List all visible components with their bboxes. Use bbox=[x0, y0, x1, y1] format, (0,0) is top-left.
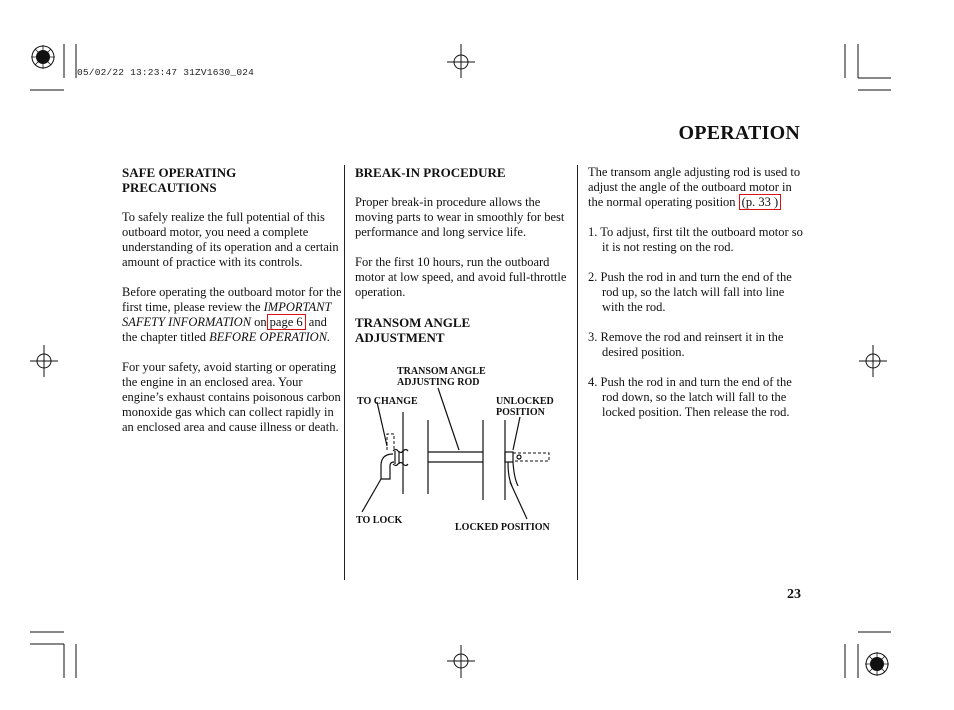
registration-crosshair-icon bbox=[859, 345, 887, 377]
column-divider bbox=[344, 165, 345, 580]
registration-starburst-icon bbox=[31, 45, 55, 69]
list-item: 4. Push the rod in and turn the end of the rod down, so the latch will fall to the locked position. Then release the rod. bbox=[588, 375, 792, 419]
column-safe-operating bbox=[122, 165, 342, 450]
page-reference-link[interactable]: (p. 33 ) bbox=[739, 194, 781, 210]
paragraph: Before operating the outboard motor for the first time, please review the IMPORTANT SAFETY INFORMATION on page 6 and the chapter titled BEFORE OPERATION. bbox=[122, 285, 342, 344]
diagram-label-rod: TRANSOM ANGLE ADJUSTING ROD bbox=[397, 366, 486, 388]
paragraph: For the first 10 hours, run the outboard motor at low speed, and avoid full-throttle operation. bbox=[355, 255, 567, 299]
registration-starburst-icon bbox=[865, 652, 889, 676]
transom-rod-diagram bbox=[350, 362, 572, 542]
instruction-list bbox=[588, 225, 808, 420]
diagram-label-locked: LOCKED POSITION bbox=[455, 522, 550, 533]
registration-crosshair-icon bbox=[447, 645, 475, 678]
print-stamp: 05/02/22 13:23:47 31ZV1630_024 bbox=[77, 67, 255, 78]
section-heading: TRANSOM ANGLE ADJUSTMENT bbox=[355, 315, 471, 345]
column-break-in bbox=[355, 165, 570, 360]
registration-crosshair-icon bbox=[30, 345, 58, 377]
page-number: 23 bbox=[787, 587, 801, 602]
page-reference-link[interactable]: page 6 bbox=[267, 314, 306, 330]
list-item: 2. Push the rod in and turn the end of the rod up, so the latch will fall into line with the rod. bbox=[588, 270, 792, 314]
diagram-label-to-lock: TO LOCK bbox=[356, 515, 403, 526]
paragraph: Proper break-in procedure allows the moving parts to wear in smoothly for best performance and long service life. bbox=[355, 195, 565, 239]
paragraph: To safely realize the full potential of this outboard motor, you need a complete understanding of its operation and a certain amount of practice with its controls. bbox=[122, 210, 339, 269]
column-divider bbox=[577, 165, 578, 580]
list-item: 1. To adjust, first tilt the outboard motor so it is not resting on the rod. bbox=[588, 225, 803, 254]
list-item: 3. Remove the rod and reinsert it in the desired position. bbox=[588, 330, 784, 359]
registration-crosshair-icon bbox=[447, 44, 475, 78]
page-title: OPERATION bbox=[678, 122, 800, 144]
rod-drawing bbox=[350, 362, 572, 542]
column-transom-instructions bbox=[588, 165, 808, 435]
section-heading: SAFE OPERATING PRECAUTIONS bbox=[122, 165, 237, 195]
paragraph: The transom angle adjusting rod is used to adjust the angle of the outboard motor in the normal operating position (p. 33 ) bbox=[588, 165, 801, 209]
section-heading: BREAK-IN PROCEDURE bbox=[355, 165, 506, 180]
paragraph: For your safety, avoid starting or operating the engine in an enclosed area. Your engine’s exhaust contains poisonous carbon monoxide gas which can collect rapidly in an enclosed area and cause illness or death. bbox=[122, 360, 341, 434]
diagram-label-to-change: TO CHANGE bbox=[357, 396, 418, 407]
diagram-label-unlocked: UNLOCKED POSITION bbox=[496, 396, 554, 418]
